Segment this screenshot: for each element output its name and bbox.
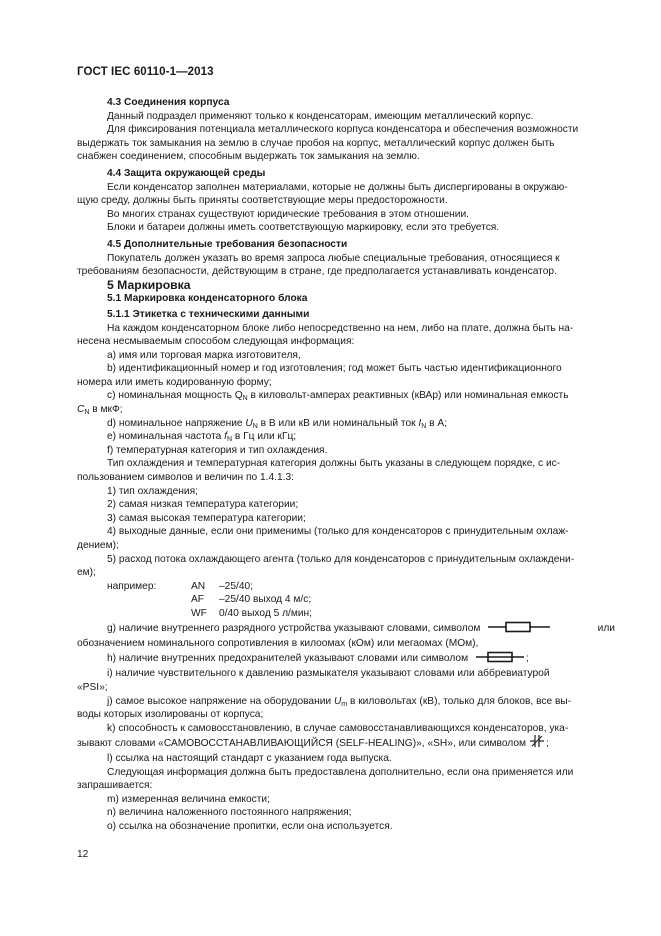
paragraph: Следующая информация должна быть предоставлена дополнительно, если она применяется или [107,766,574,778]
cooling-item-3: 3) самая высокая температура категории; [107,512,306,524]
self-healing-symbol-icon [530,735,544,752]
cooling-item-4-cont: дением); [77,540,119,551]
page-content [77,96,615,833]
list-item-c-cont: $C_N$ в мкФ; [77,404,123,417]
list-item-i: i) наличие чувствительного к давлению размыкателя указывают словами или аббревиатурой [107,668,550,680]
list-item-j-cont: воды которых изолированы от корпуса; [77,709,264,721]
list-item-j: j) самое высокое напряжение на оборудовании $U_m$ в киловольтах (кВ), только для блоков, все вы- [107,695,572,708]
list-item-n: n) величина наложенного постоянного напряжения; [107,807,352,819]
section-4-3-title: 4.3 Соединения корпуса [107,97,230,108]
cooling-item-2: 2) самая низкая температура категории; [107,499,299,511]
list-item-o: o) ссылка на обозначение пропитки, если она используется. [107,820,393,832]
example-row: например: AN –25/40; [107,580,253,592]
paragraph: Если конденсатор заполнен материалами, которые не должны быть диспергированы в окружаю- [107,181,568,193]
section-5-1-title: 5.1 Маркировка конденсаторного блока [107,293,308,305]
paragraph: На каждом конденсаторном блоке либо непосредственно на нем, либо на плате, должна быть на- [107,322,574,334]
internal-fuse-symbol-icon [476,651,524,668]
cooling-item-5: 5) расход потока охлаждающего агента (только для конденсаторов с принудительным охлаждени- [107,553,575,565]
list-item-k-cont: зывают словами «САМОВОССТАНАВЛИВАЮЩИЙСЯ (SELF-HEALING)», «SH», или символом ; [77,735,615,752]
paragraph: щую среду, должны быть приняты соответствующие меры предосторожности. [77,195,448,207]
example-row: AF –25/40 выход 4 м/с; [191,594,312,606]
page-number: 12 [77,849,89,860]
section-4-5-title: 4.5 Дополнительные требования безопасности [107,238,348,250]
list-item-h: h) наличие внутренних предохранителей указывают словами или символом ; [107,651,615,668]
paragraph: несена несмываемым способом следующая информация: [77,336,355,348]
list-item-k: k) способность к самовосстановлению, в случае самовосстанавливающихся конденсаторов, ука- [107,722,569,734]
list-item-g-cont: обозначением номинального сопротивления в килоомах (кОм) или мегаомах (МОм), [77,638,479,650]
paragraph: Данный подраздел применяют только к конденсаторам, имеющим металлический корпус. [107,110,534,122]
list-item-b-cont: номера или иметь кодированную форму; [77,376,272,388]
list-item-i-cont: «PSI»; [77,681,108,693]
list-item-d: d) номинальное напряжение $U_N$ в В или кВ или номинальный ток $I_N$ в А; [107,417,448,430]
list-item-a: a) имя или торговая марка изготовителя, [107,349,301,361]
paragraph: Во многих странах существуют юридические требования в этом отношении. [107,208,469,220]
cooling-item-4: 4) выходные данные, если они применимы (только для конденсаторов с принудительным охлаж- [107,526,569,538]
section-5-1-1-title: 5.1.1 Этикетка с техническими данными [107,308,310,320]
list-item-g: g) наличие внутреннего разрядного устройства указывают словами, символом или [107,621,615,638]
list-item-e: e) номинальная частота $f_N$ в Гц или кГц; [107,431,297,444]
paragraph: запрашивается: [77,780,153,792]
list-item-m: m) измеренная величина емкости; [107,793,270,805]
paragraph: выдержать ток замыкания на землю в случае пробоя на корпус, металлический корпус должен быть [77,137,555,149]
cooling-item-1: 1) тип охлаждения; [107,485,198,497]
paragraph: Тип охлаждения и температурная категория должны быть указаны в следующем порядке, с ис- [107,458,561,470]
discharge-resistor-symbol-icon [488,621,550,638]
list-item-f: f) температурная категория и тип охлаждения. [107,444,328,456]
list-item-l: l) ссылка на настоящий стандарт с указанием года выпуска. [107,752,392,764]
example-row: WF 0/40 выход 5 л/мин; [191,607,313,619]
paragraph: Блоки и батареи должны иметь соответствующую маркировку, если это требуется. [107,222,500,234]
paragraph: снабжен соединением, способным выдержать ток замыкания на землю. [77,151,420,163]
section-4-4-title: 4.4 Защита окружающей среды [107,167,266,179]
section-5-title: 5 Маркировка [107,277,191,292]
paragraph: требованиям безопасности, действующим в стране, где предполагается устанавливать конденсатор. [77,266,557,278]
paragraph: пользованием символов и величин по 1.4.1.3: [77,472,294,484]
list-item-c: c) номинальная мощность $Q_N$ в киловольт-амперах реактивных (кВАр) или номинальная емкость [107,390,569,403]
cooling-item-5-cont: ем); [77,567,96,579]
paragraph: Покупатель должен указать во время запроса любые специальные требования, относящиеся к [107,252,560,264]
list-item-b: b) идентификационный номер и год изготовления; год может быть частью идентификационного [107,363,562,375]
running-header: ГОСТ IEC 60110-1—2013 [77,66,214,78]
paragraph: Для фиксирования потенциала металлического корпуса конденсатора и обеспечения возможности [107,124,579,136]
